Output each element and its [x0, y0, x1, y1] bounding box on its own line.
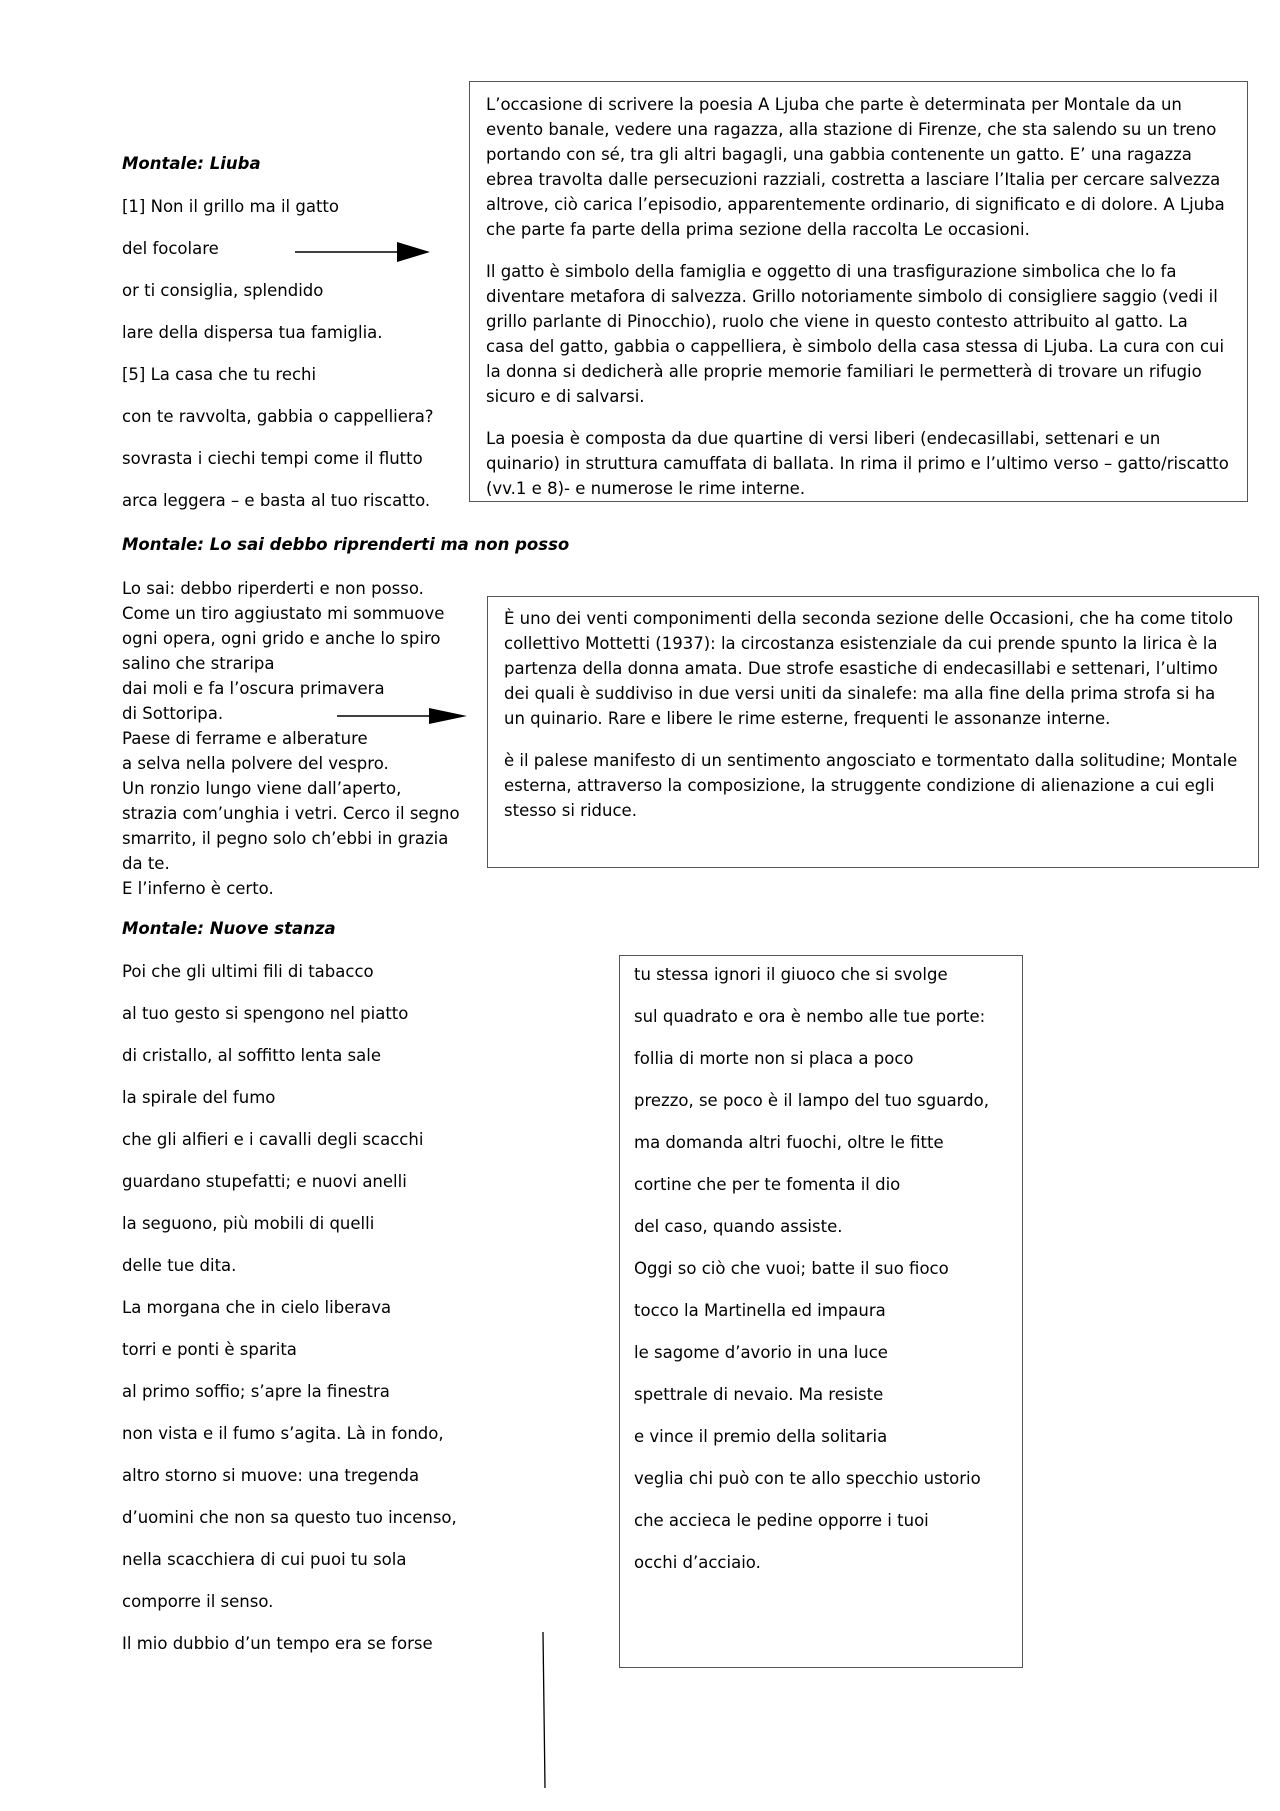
verse-line: salino che straripa: [122, 654, 275, 673]
verse-line: ogni opera, ogni grido e anche lo spiro: [122, 629, 441, 648]
verse-line: occhi d’acciaio.: [634, 1553, 761, 1572]
verse-line: tocco la Martinella ed impaura: [634, 1301, 886, 1320]
verse-line: E l’inferno è certo.: [122, 879, 274, 898]
continuation-box-nuove-stanze: [619, 955, 1023, 1668]
verse-line: torri e ponti è sparita: [122, 1340, 297, 1359]
verse-line: Paese di ferrame e alberature: [122, 729, 368, 748]
verse-line: che accieca le pedine opporre i tuoi: [634, 1511, 929, 1530]
verse-line: non vista e il fumo s’agita. Là in fondo,: [122, 1424, 444, 1443]
divider-line: [540, 1630, 550, 1790]
verse-line: la seguono, più mobili di quelli: [122, 1214, 375, 1233]
verse-line: ma domanda altri fuochi, oltre le fitte: [634, 1133, 944, 1152]
verse-line: [5] La casa che tu rechi: [122, 365, 317, 384]
verse-line: al tuo gesto si spengono nel piatto: [122, 1004, 409, 1023]
commentary-paragraph: È uno dei venti componimenti della seconda sezione delle Occasioni, che ha come titolo collettivo Mottetti (1937): la circostanza esistenziale da cui prende spunto la lirica è la partenza della donna amata. Due strofe esastiche di endecasillabi e settenari, l’ultimo dei quali è suddiviso in due versi uniti da sinalefe: ma alla fine della prima strofa si ha un quinario. Rare e libere le rime esterne, frequenti le assonanze interne.: [504, 609, 1234, 728]
commentary-paragraph: La poesia è composta da due quartine di versi liberi (endecasillabi, settenari e un quinario) in struttura camuffata di ballata. In rima il primo e l’ultimo verso – gatto/riscatto (vv.1 e 8)- e numerose le rime interne.: [486, 429, 1229, 498]
verse-line: di cristallo, al soffitto lenta sale: [122, 1046, 381, 1065]
verse-line: smarrito, il pegno solo ch’ebbi in grazia: [122, 829, 449, 848]
verse-line: altro storno si muove: una tregenda: [122, 1466, 420, 1485]
commentary-paragraph: L’occasione di scrivere la poesia A Ljuba che parte è determinata per Montale da un evento banale, vedere una ragazza, alla stazione di Firenze, che sta salendo su un treno portando con sé, tra gli altri bagagli, una gabbia contenente un gatto. E’ una ragazza ebrea travolta dalle persecuzioni razziali, costretta a lasciare l’Italia per cercare salvezza altrove, ciò carica l’episodio, apparentemente ordinario, di significato e di dolore. A Ljuba che parte fa parte della prima sezione della raccolta Le occasioni.: [486, 95, 1225, 239]
arrow-right-icon: [295, 240, 435, 264]
verse-line: con te ravvolta, gabbia o cappelliera?: [122, 407, 434, 426]
verse-line: or ti consiglia, splendido: [122, 281, 324, 300]
verse-line: follia di morte non si placa a poco: [634, 1049, 914, 1068]
verse-line: lare della dispersa tua famiglia.: [122, 323, 383, 342]
verse-line: la spirale del fumo: [122, 1088, 276, 1107]
verse-line: Un ronzio lungo viene dall’aperto,: [122, 779, 402, 798]
verse-line: da te.: [122, 854, 170, 873]
commentary-paragraph: Il gatto è simbolo della famiglia e oggetto di una trasfigurazione simbolica che lo fa diventare metafora di salvezza. Grillo notoriamente simbolo di consigliere saggio (vedi il grillo parlante di Pinocchio), ruolo che viene in questo contesto attribuito al gatto. La casa del gatto, gabbia o cappelliera, è simbolo della casa stessa di Ljuba. La cura con cui la donna si dedicherà alle proprie memorie familiari le permetterà di trovare un rifugio sicuro e di salvarsi.: [486, 262, 1225, 406]
verse-line: Il mio dubbio d’un tempo era se forse: [122, 1634, 433, 1653]
poem-title-liuba: Montale: Liuba: [122, 154, 261, 173]
verse-line: tu stessa ignori il giuoco che si svolge: [634, 965, 948, 984]
poem-title-nuove-stanze: Montale: Nuove stanza: [122, 919, 336, 938]
verse-line: veglia chi può con te allo specchio ustorio: [634, 1469, 981, 1488]
verse-line: La morgana che in cielo liberava: [122, 1298, 392, 1317]
verse-line: sul quadrato e ora è nembo alle tue porte:: [634, 1007, 986, 1026]
commentary-paragraph: è il palese manifesto di un sentimento angosciato e tormentato dalla solitudine; Montale esterna, attraverso la composizione, la struggente condizione di alienazione a cui egli stesso si riduce.: [504, 751, 1238, 820]
verse-line: d’uomini che non sa questo tuo incenso,: [122, 1508, 457, 1527]
verse-line: a selva nella polvere del vespro.: [122, 754, 389, 773]
verse-line: Lo sai: debbo riperderti e non posso.: [122, 579, 424, 598]
commentary-box-liuba: [469, 81, 1248, 502]
verse-line: [1] Non il grillo ma il gatto: [122, 197, 339, 216]
poem-title-lo-sai: Montale: Lo sai debbo riprenderti ma non posso: [122, 535, 570, 554]
verse-line: sovrasta i ciechi tempi come il flutto: [122, 449, 423, 468]
verse-line: prezzo, se poco è il lampo del tuo sguardo,: [634, 1091, 989, 1110]
verse-line: al primo soffio; s’apre la finestra: [122, 1382, 390, 1401]
verse-line: dai moli e fa l’oscura primavera: [122, 679, 385, 698]
verse-line: Come un tiro aggiustato mi sommuove: [122, 604, 445, 623]
verse-line: del caso, quando assiste.: [634, 1217, 843, 1236]
verse-line: spettrale di nevaio. Ma resiste: [634, 1385, 884, 1404]
arrow-right-icon: [337, 704, 472, 728]
verse-line: guardano stupefatti; e nuovi anelli: [122, 1172, 407, 1191]
verse-line: cortine che per te fomenta il dio: [634, 1175, 901, 1194]
verse-line: comporre il senso.: [122, 1592, 274, 1611]
verse-line: arca leggera – e basta al tuo riscatto.: [122, 491, 431, 510]
verse-line: le sagome d’avorio in una luce: [634, 1343, 888, 1362]
verse-line: di Sottoripa.: [122, 704, 224, 723]
verse-line: Poi che gli ultimi fili di tabacco: [122, 962, 374, 981]
verse-line: che gli alfieri e i cavalli degli scacchi: [122, 1130, 424, 1149]
verse-line: delle tue dita.: [122, 1256, 237, 1275]
verse-line: e vince il premio della solitaria: [634, 1427, 888, 1446]
verse-line: nella scacchiera di cui puoi tu sola: [122, 1550, 407, 1569]
verse-line: Oggi so ciò che vuoi; batte il suo fioco: [634, 1259, 949, 1278]
commentary-box-lo-sai: [487, 596, 1259, 868]
verse-line: strazia com’unghia i vetri. Cerco il segno: [122, 804, 460, 823]
verse-line: del focolare: [122, 239, 219, 258]
